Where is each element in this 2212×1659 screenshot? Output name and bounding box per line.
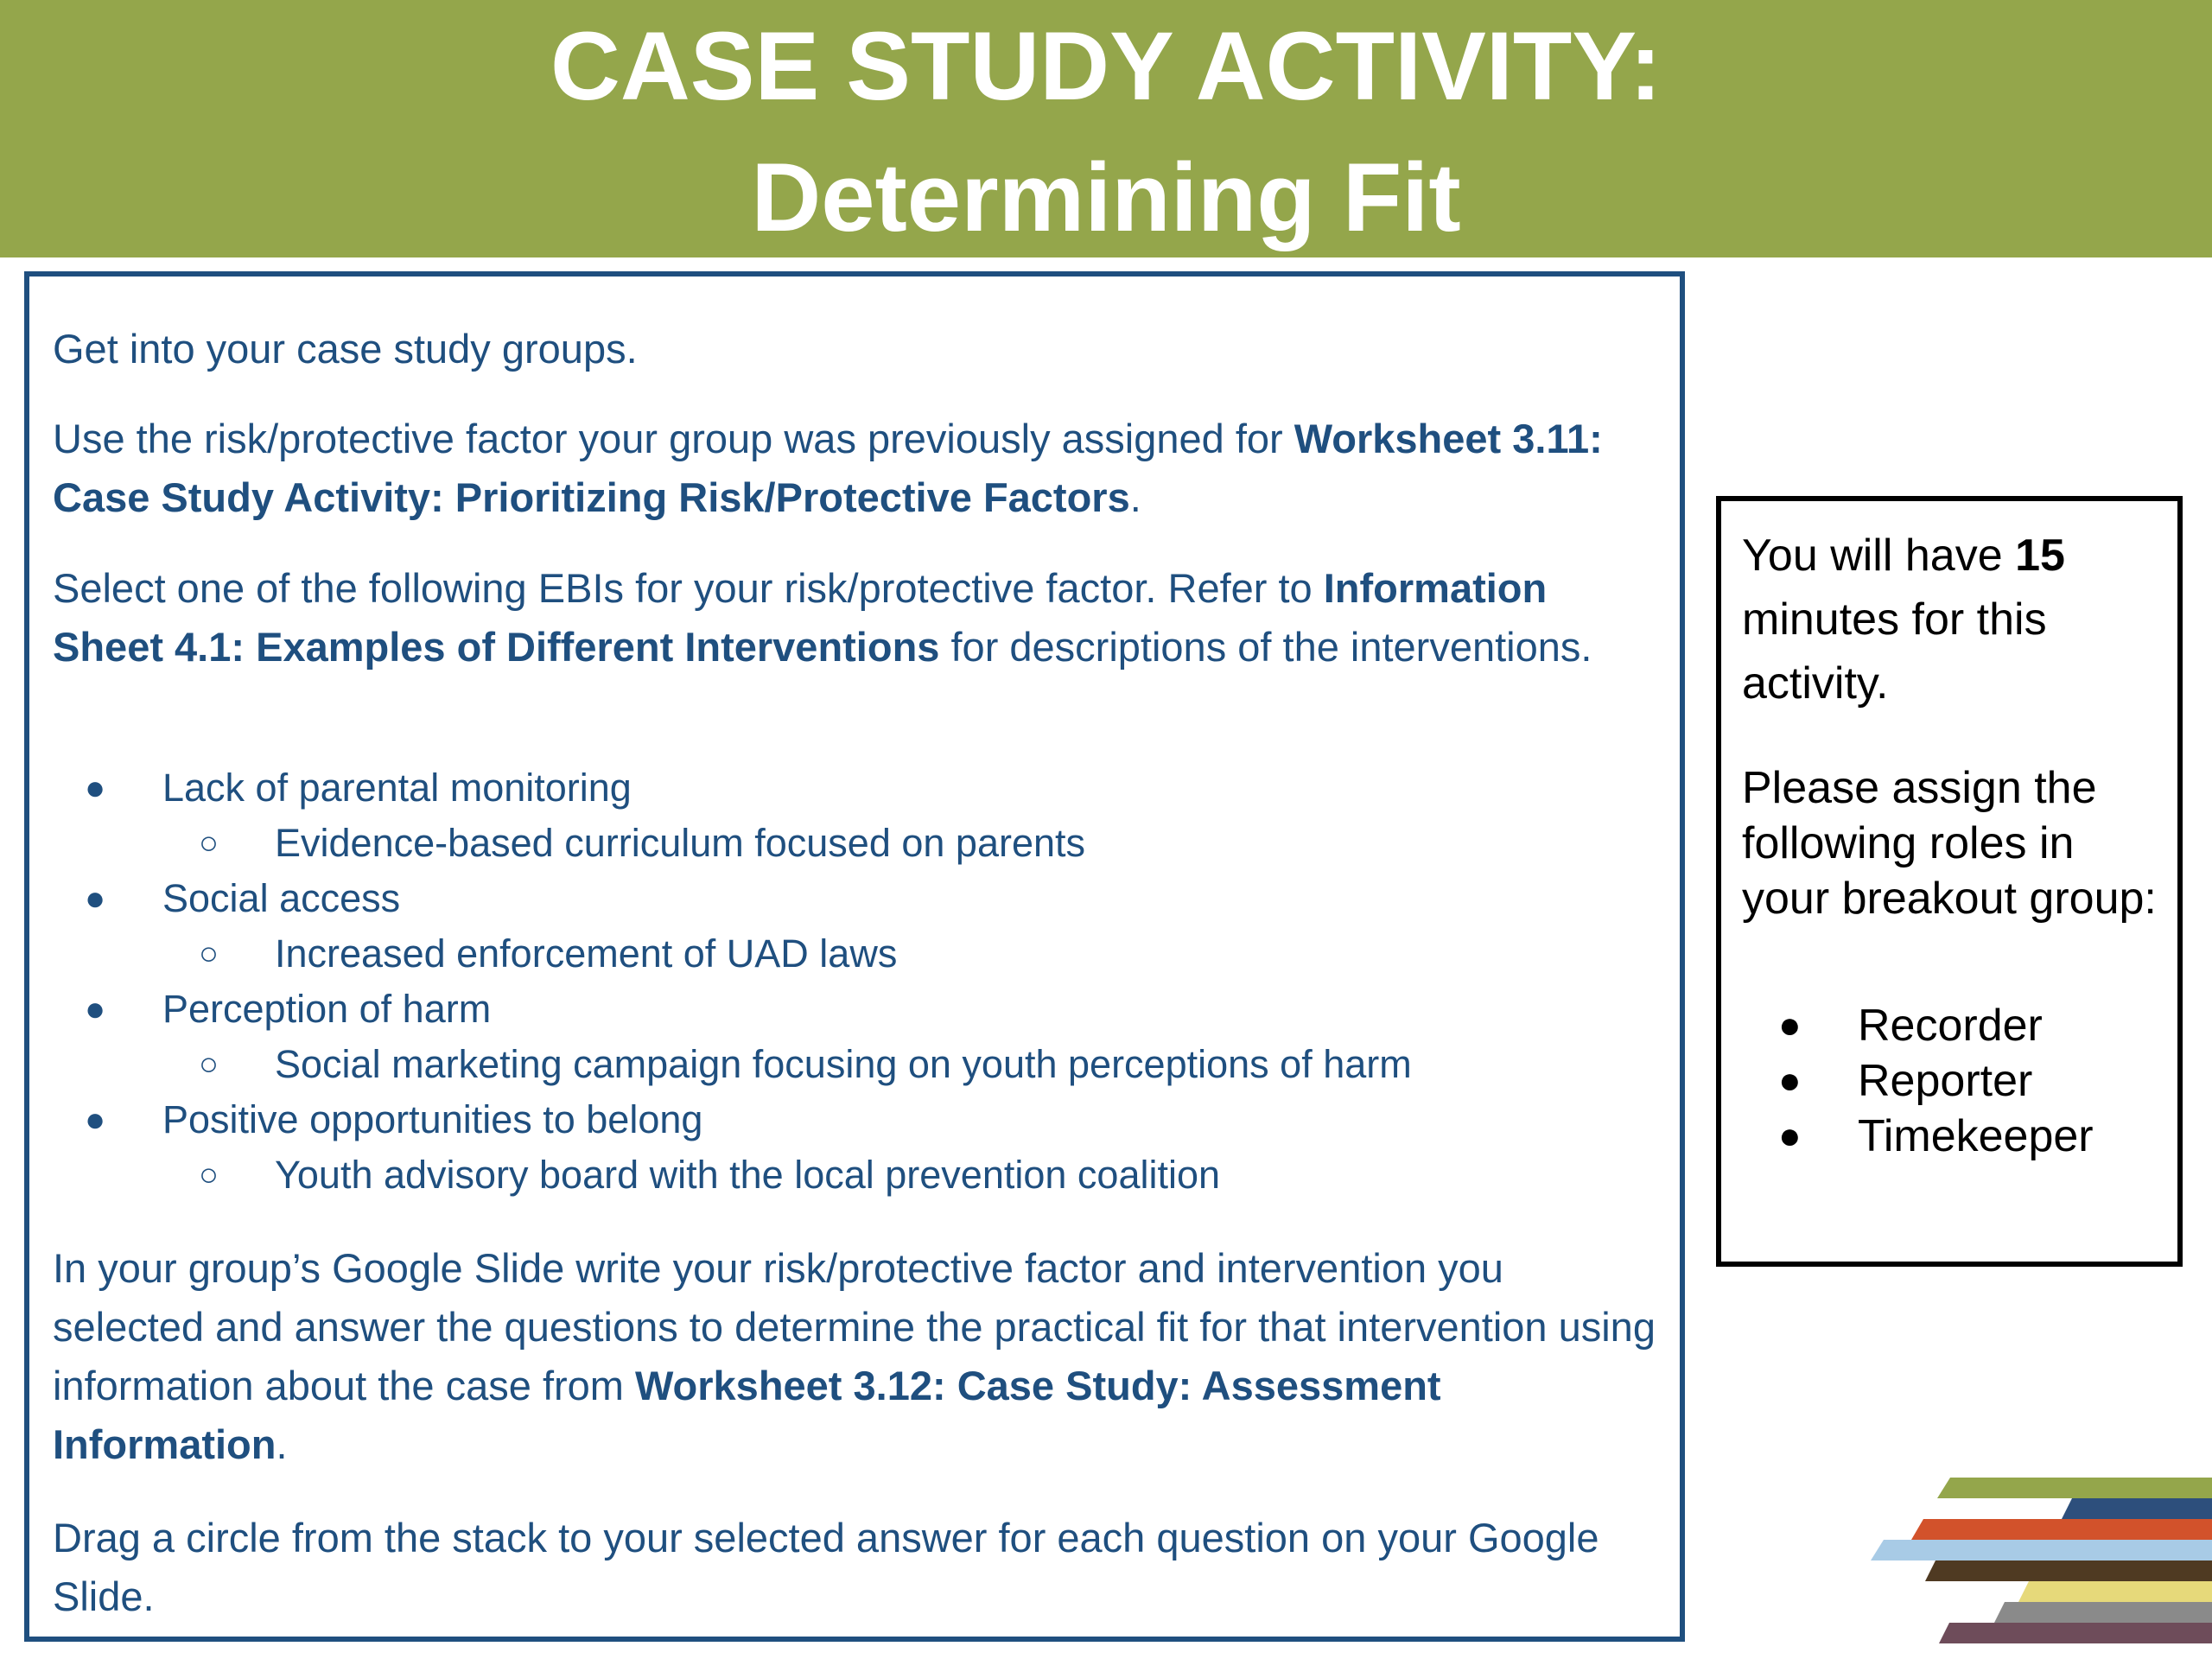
instruction-risk-factor xyxy=(53,410,1660,527)
stripe-green xyxy=(1937,1478,2212,1498)
instruction-text: In your group’s Google Slide write your risk/protective factor and intervention you selected and answer the questions to determine the practical fit for that intervention using information about the case from xyxy=(53,1245,1656,1408)
instruction-text: Use the risk/protective factor your group was previously assigned for xyxy=(53,416,1294,461)
bullet-icon: ● xyxy=(1778,1004,1802,1046)
bullet-icon: ● xyxy=(85,1101,106,1139)
intervention-label: Evidence-based curriculum focused on parents xyxy=(275,821,1086,865)
stripe-navy xyxy=(2062,1498,2212,1519)
instruction-groups: Get into your case study groups. xyxy=(53,326,638,372)
bullet-icon: ● xyxy=(85,769,106,807)
worksheet-ref-3-11: Worksheet 3.11: Case Study Activity: Prioritizing Risk/Protective Factors xyxy=(53,416,1603,520)
time-note xyxy=(1742,524,2165,715)
list-item xyxy=(29,816,1671,871)
instruction-google-slide xyxy=(53,1239,1660,1474)
bullet-icon: ● xyxy=(1778,1059,1802,1102)
role-label: Timekeeper xyxy=(1858,1111,2094,1161)
info-sheet-ref-4-1: Information Sheet 4.1: Examples of Different Interventions xyxy=(53,565,1548,670)
instruction-text: . xyxy=(276,1421,288,1467)
title-banner xyxy=(0,0,2212,257)
bullet-icon: ● xyxy=(85,990,106,1028)
instruction-text: Select one of the following EBIs for your risk/protective factor. Refer to xyxy=(53,565,1324,611)
list-item xyxy=(29,1092,1671,1147)
role-label: Recorder xyxy=(1858,1001,2043,1051)
bullet-icon: ● xyxy=(85,880,106,918)
risk-factor-label: Lack of parental monitoring xyxy=(162,766,632,810)
risk-factor-label: Social access xyxy=(162,876,401,920)
list-item xyxy=(29,926,1671,982)
roles-intro: Please assign the following roles in your breakout group: xyxy=(1742,763,2157,924)
roles-note xyxy=(1742,760,2165,926)
list-item xyxy=(1721,1049,2171,1104)
list-item xyxy=(1721,1104,2171,1160)
slide-title-line2: Determining Fit xyxy=(751,143,1461,251)
sub-bullet-icon: ○ xyxy=(199,1046,219,1083)
time-text: minutes for this activity. xyxy=(1742,594,2047,709)
sub-bullet-icon: ○ xyxy=(199,825,219,861)
sub-bullet-icon: ○ xyxy=(199,1157,219,1193)
stripe-brown xyxy=(1925,1560,2212,1581)
list-item xyxy=(29,871,1671,926)
role-label: Reporter xyxy=(1858,1056,2033,1106)
list-item xyxy=(29,760,1671,816)
intervention-label: Youth advisory board with the local prevention coalition xyxy=(275,1153,1221,1197)
instructions-box xyxy=(24,271,1685,1642)
sub-bullet-icon: ○ xyxy=(199,936,219,972)
risk-factor-label: Perception of harm xyxy=(162,987,492,1031)
time-minutes: 15 xyxy=(2015,531,2065,581)
instruction-drag-circle: Drag a circle from the stack to your selected answer for each question on your Google Slide. xyxy=(53,1515,1599,1619)
list-item xyxy=(29,1147,1671,1203)
list-item xyxy=(29,982,1671,1037)
instruction-text: . xyxy=(1129,474,1141,520)
bullet-icon: ● xyxy=(1778,1115,1802,1157)
stripe-plum xyxy=(1939,1623,2212,1643)
stripe-yellow xyxy=(2018,1581,2212,1602)
activity-info-box xyxy=(1716,496,2183,1267)
risk-factor-label: Positive opportunities to belong xyxy=(162,1097,703,1141)
slide-title-line1: CASE STUDY ACTIVITY: xyxy=(550,12,1662,120)
instruction-text: for descriptions of the interventions. xyxy=(939,624,1592,670)
worksheet-ref-3-12: Worksheet 3.12: Case Study: Assessment Information xyxy=(53,1363,1441,1467)
instruction-select-ebi xyxy=(53,559,1660,677)
stripe-gray xyxy=(1994,1602,2212,1623)
time-text: You will have xyxy=(1742,531,2016,581)
intervention-label: Social marketing campaign focusing on youth perceptions of harm xyxy=(275,1042,1412,1086)
list-item xyxy=(29,1037,1671,1092)
intervention-label: Increased enforcement of UAD laws xyxy=(275,931,898,976)
stripe-orange xyxy=(1911,1519,2212,1540)
stripe-lightblue xyxy=(1871,1540,2212,1560)
list-item xyxy=(1721,994,2171,1049)
